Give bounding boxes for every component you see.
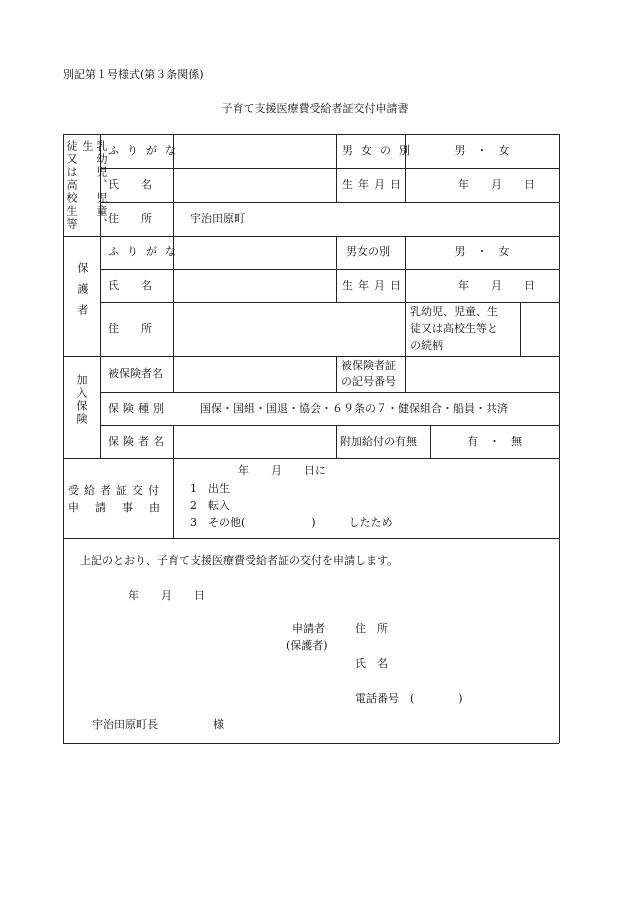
child-label-col1: 乳幼児、児童、生 [81, 140, 108, 231]
guardian-relation-label-3: の続柄 [410, 339, 443, 352]
child-gender-options[interactable]: 男 ・ 女 [454, 144, 510, 157]
card-number-field[interactable] [407, 359, 557, 390]
addressee: 宇治田原町長 様 [92, 718, 224, 731]
child-furigana-field[interactable] [175, 137, 335, 167]
insurer-label: 保険者名 [108, 435, 168, 448]
child-name-field[interactable] [175, 171, 335, 201]
insured-name-label: 被保険者名 [108, 367, 163, 380]
reason-option-birth[interactable]: 1 出生 [190, 482, 230, 495]
guardian-address-label: 住 所 [108, 322, 152, 335]
child-name-label: 氏 名 [108, 178, 152, 191]
applicant-address-label: 住 所 [355, 622, 388, 635]
guardian-gender-label: 男女の別 [346, 245, 390, 258]
applicant-name-label: 氏 名 [355, 657, 388, 670]
declaration-statement: 上記のとおり、子育て支援医療費受給者証の交付を申請します。 [80, 554, 399, 567]
guardian-address-field[interactable] [175, 305, 403, 355]
insurance-label: 加入保険 [75, 374, 88, 426]
additional-benefit-options[interactable]: 有 ・ 無 [467, 435, 522, 448]
guardian-note: (保護者) [286, 639, 328, 652]
form-title: 子育て支援医療費受給者証交付申請書 [221, 102, 409, 115]
guardian-gender-options[interactable]: 男 ・ 女 [454, 245, 510, 258]
card-number-label-2: の記号番号 [341, 375, 396, 388]
insurance-type-label: 保険種別 [108, 402, 168, 415]
insurance-type-options[interactable]: 国保・国組・国退・協会・６９条の７・健保組合・船員・共済 [200, 402, 508, 415]
guardian-furigana-label: ふりがな [108, 245, 184, 258]
guardian-relation-label-1: 乳幼児、児童、生 [410, 305, 498, 318]
applicant-label: 申請者 [292, 622, 325, 635]
child-label-col2: 徒又は高校生等 [65, 140, 78, 231]
applicant-phone-label: 電話番号 ( ) [355, 692, 463, 705]
insurer-field[interactable] [175, 428, 335, 457]
child-address-label: 住 所 [108, 212, 152, 225]
guardian-relation-label-2: 徒又は高校生等と [410, 322, 498, 335]
reason-date-line[interactable]: 年 月 日に [238, 464, 326, 477]
guardian-relation-field[interactable] [522, 305, 558, 355]
child-gender-label: 男女の別 [342, 144, 418, 157]
additional-benefit-label: 附加給付の有無 [340, 435, 417, 448]
reason-option-move-in[interactable]: 2 転入 [190, 499, 230, 512]
reason-label-1: 受給者証交付 [68, 484, 164, 497]
child-furigana-label: ふりがな [108, 144, 184, 157]
child-birthdate-field[interactable]: 年 月 日 [458, 178, 535, 191]
guardian-birthdate-label: 生年月日 [342, 279, 406, 292]
insured-name-field[interactable] [175, 359, 335, 390]
guardian-label: 保護者 [76, 262, 89, 325]
child-birthdate-label: 生年月日 [342, 178, 406, 191]
card-number-label-1: 被保険者証 [341, 359, 396, 372]
reason-option-other[interactable]: 3 その他( ) したため [190, 516, 393, 529]
guardian-name-field[interactable] [175, 272, 335, 301]
guardian-furigana-field[interactable] [175, 239, 335, 268]
reason-label-2: 申請事由 [68, 501, 176, 514]
declaration-date[interactable]: 年 月 日 [128, 589, 205, 602]
child-address-field[interactable]: 宇治田原町 [190, 212, 245, 225]
form-number: 別記第１号様式(第３条関係) [63, 68, 204, 81]
guardian-birthdate-field[interactable]: 年 月 日 [458, 279, 535, 292]
guardian-name-label: 氏 名 [108, 279, 152, 292]
